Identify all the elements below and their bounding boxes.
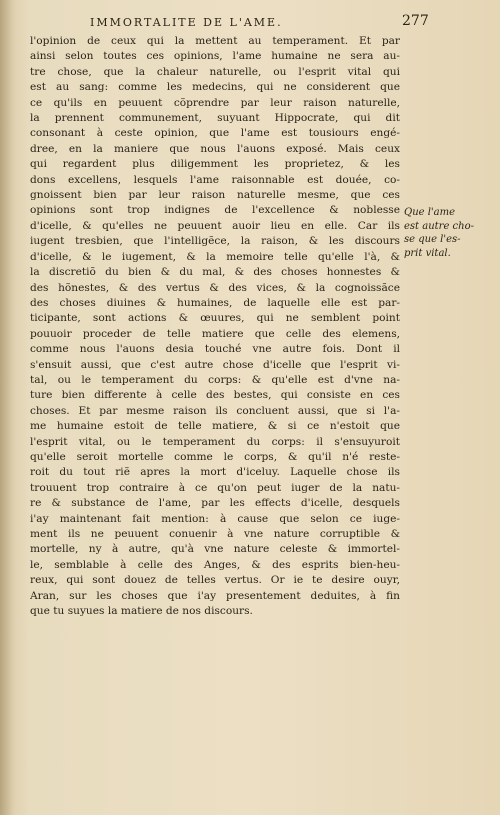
text-line: comme nous l'auons desia touché vne autre fois. Dont il	[30, 343, 400, 356]
text-line: pouuoir proceder de telle matiere que celle des elemens,	[30, 327, 400, 340]
text-line: tal, ou le temperament du corps: & qu'elle est d'vne na-	[30, 373, 400, 386]
text-line: l'opinion de ceux qui la mettent au temperament. Et par	[30, 35, 400, 47]
text-line: ment ils ne peuuent conuenir à vne nature corruptible &	[30, 528, 400, 540]
text-line: re & substance de l'ame, par les effects d'icelle, desquels	[30, 497, 400, 510]
text-line: tre chose, que la chaleur naturelle, ou l'esprit vital qui	[30, 65, 400, 78]
text-line: la prennent communement, suyuant Hippocrate, qui dit	[30, 112, 400, 125]
text-line: dree, en la maniere que nous l'auons exposé. Mais ceux	[30, 142, 400, 155]
text-line: trouuent trop contraire à ce qu'on peut iuger de la natu-	[30, 481, 400, 494]
marginal-note-line: se que l'es-	[404, 234, 461, 245]
text-line: l'esprit vital, ou le temperament du corps: il s'ensuyuroit	[30, 435, 400, 448]
text-line: consonant à ceste opinion, que l'ame est tousiours engé-	[30, 127, 400, 140]
text-line: i'ay maintenant fait mention: à cause que selon ce iuge-	[30, 512, 400, 525]
text-line: d'icelle, & qu'elles ne peuuent auoir lieu en elle. Car ils	[30, 219, 400, 232]
text-line: opinions sont trop indignes de l'excellence & noblesse	[30, 204, 400, 217]
text-line: s'ensuit aussi, que c'est autre chose d'icelle que l'esprit vi-	[30, 358, 400, 371]
marginal-note	[404, 206, 484, 260]
text-line: ture bien differente à celle des bestes, qui consiste en ces	[30, 389, 400, 402]
text-line: dons excellens, lesquels l'ame raisonnable est douée, co-	[30, 173, 400, 186]
marginal-note-line: prit vital.	[404, 247, 451, 259]
text-line: Aran, sur les choses que i'ay presentement deduites, à fin	[30, 589, 400, 602]
text-line: des hõnestes, & des vertus & des vices, & la cognoissãce	[30, 281, 400, 294]
text-line: que tu suyues la matiere de nos discours.	[30, 605, 253, 618]
text-line: est au sang: comme les medecins, qui ne considerent que	[30, 81, 400, 94]
text-line: me humaine estoit de telle matiere, & si ce n'estoit que	[30, 420, 400, 433]
marginal-note-line: Que l'ame	[404, 207, 456, 218]
text-line: ainsi selon toutes ces opinions, l'ame humaine ne sera au-	[30, 50, 400, 63]
text-line: gnoissent bien par leur raison naturelle mesme, que ces	[30, 189, 400, 202]
text-line: d'icelle, & le iugement, & la memoire telle qu'elle l'à, &	[30, 250, 400, 263]
text-line: qui regardent plus diligemment les proprietez, & les	[30, 158, 400, 171]
marginal-note-line: est autre cho-	[404, 220, 474, 232]
text-line: ticipante, sont actions & œuures, qui ne semblent point	[30, 312, 400, 325]
text-line: ce qu'ils en peuuent cõprendre par leur raison naturelle,	[30, 96, 400, 109]
text-line: la discretiõ du bien & du mal, & des choses honnestes &	[30, 266, 400, 279]
text-line: reux, qui sont douez de telles vertus. Or ie te desire ouyr,	[30, 574, 400, 587]
text-line: le, semblable à celle des Anges, & des esprits bien-heu-	[30, 558, 400, 571]
body-text	[30, 34, 400, 619]
text-line: iugent tresbien, que l'intelligẽce, la raison, & les discours	[30, 235, 400, 248]
gutter-shadow	[0, 0, 14, 815]
text-line: qu'elle seroit mortelle comme le corps, & qu'il n'é reste-	[30, 450, 400, 463]
text-line: choses. Et par mesme raison ils concluent aussi, que si l'a-	[30, 404, 400, 417]
running-head: IMMORTALITE DE L'AME.	[90, 16, 283, 29]
text-line: mortelle, ny à autre, qu'à vne nature celeste & immortel-	[30, 543, 400, 556]
text-line: roit du tout riẽ apres la mort d'iceluy. Laquelle chose ils	[30, 466, 400, 479]
text-line: des choses diuines & humaines, de laquelle elle est par-	[30, 296, 400, 309]
page-number: 277	[402, 13, 429, 29]
